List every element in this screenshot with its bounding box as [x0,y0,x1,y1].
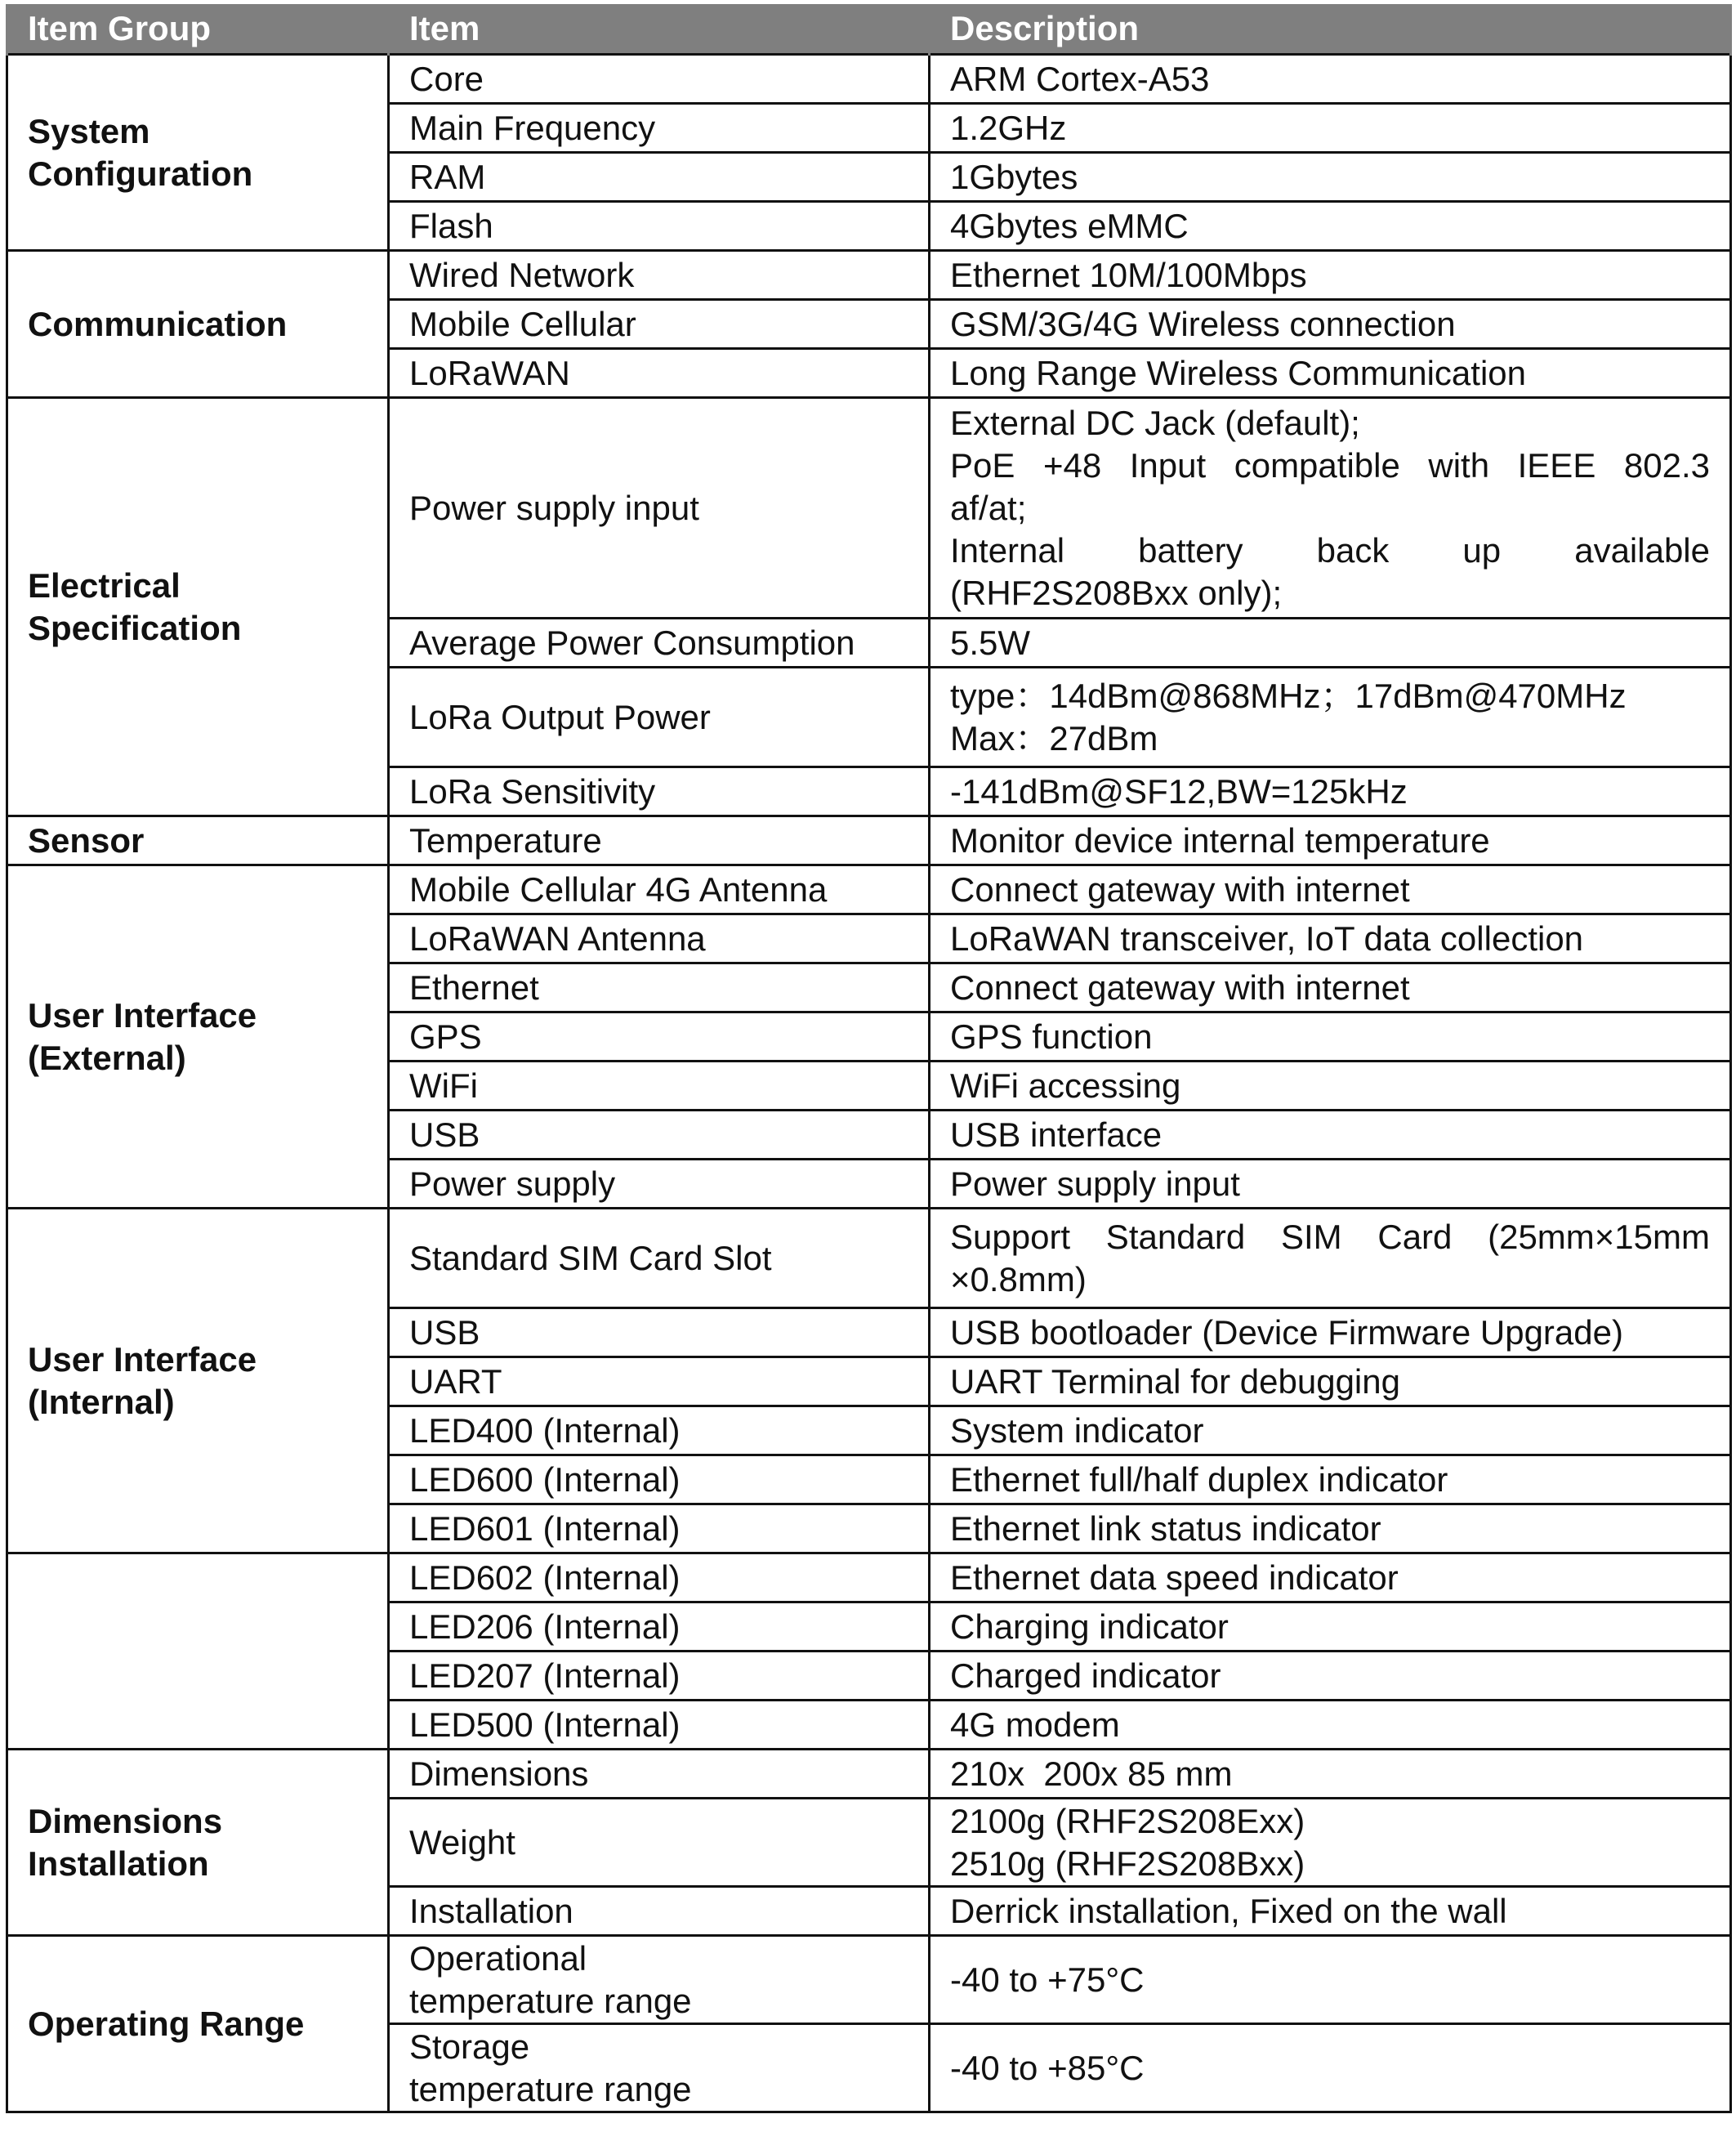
desc-cell: ARM Cortex-A53 [930,55,1731,104]
desc-cell: 4G modem [930,1701,1731,1750]
item-cell: LoRaWAN [389,349,930,398]
desc-cell: Power supply input [930,1160,1731,1209]
desc-cell: -40 to +85°C [930,2024,1731,2112]
desc-line: External DC Jack (default); [950,403,1360,442]
desc-cell: USB interface [930,1111,1731,1160]
desc-cell: 5.5W [930,619,1731,668]
table-row [7,398,1731,619]
item-cell: USB [389,1308,930,1357]
item-cell: UART [389,1357,930,1406]
item-cell: RAM [389,153,930,202]
item-cell [389,2024,930,2112]
desc-cell: Derrick installation, Fixed on the wall [930,1887,1731,1936]
table-row [7,251,1731,300]
desc-cell: 4Gbytes eMMC [930,202,1731,251]
item-line: temperature range [409,2069,692,2108]
desc-cell: 210x 200x 85 mm [930,1750,1731,1799]
table-row [7,1936,1731,2024]
item-line: Operational [409,1938,587,1978]
group-communication: Communication [7,251,389,398]
item-cell: LoRa Output Power [389,668,930,767]
desc-cell: Monitor device internal temperature [930,816,1731,865]
item-cell: GPS [389,1012,930,1062]
item-cell: LoRa Sensitivity [389,767,930,816]
desc-cell: -141dBm@SF12,BW=125kHz [930,767,1731,816]
item-cell: LED601 (Internal) [389,1504,930,1553]
item-cell: LED600 (Internal) [389,1455,930,1504]
desc-cell: Connect gateway with internet [930,963,1731,1012]
item-line: Storage [409,2027,530,2066]
desc-cell: Ethernet 10M/100Mbps [930,251,1731,300]
group-sensor: Sensor [7,816,389,865]
item-cell: LED400 (Internal) [389,1406,930,1455]
item-cell: Mobile Cellular [389,300,930,349]
spec-table [6,4,1732,2113]
group-operating: Operating Range [7,1936,389,2112]
desc-line: type：14dBm@868MHz；17dBm@470MHz [950,676,1627,715]
desc-cell: Long Range Wireless Communication [930,349,1731,398]
header-row [7,4,1731,55]
desc-line: Internal battery back up available [950,530,1710,570]
desc-cell: Ethernet full/half duplex indicator [930,1455,1731,1504]
item-cell: Average Power Consumption [389,619,930,668]
desc-cell [930,668,1731,767]
item-cell: Flash [389,202,930,251]
desc-cell: GPS function [930,1012,1731,1062]
item-cell: Installation [389,1887,930,1936]
item-cell [389,1936,930,2024]
item-cell: USB [389,1111,930,1160]
table-row [7,1553,1731,1602]
desc-cell: Charging indicator [930,1602,1731,1652]
item-cell: Weight [389,1799,930,1887]
item-cell: LED206 (Internal) [389,1602,930,1652]
item-cell: Ethernet [389,963,930,1012]
item-cell: Standard SIM Card Slot [389,1209,930,1308]
desc-cell: GSM/3G/4G Wireless connection [930,300,1731,349]
table-row [7,816,1731,865]
item-cell: Dimensions [389,1750,930,1799]
desc-line: Support Standard SIM Card (25mm×15mm [950,1217,1710,1256]
desc-cell: Connect gateway with internet [930,865,1731,914]
table-row [7,865,1731,914]
item-cell: LED500 (Internal) [389,1701,930,1750]
desc-cell: 1.2GHz [930,104,1731,153]
group-ui-external: User Interface (External) [7,865,389,1209]
table-row [7,1750,1731,1799]
desc-line: 2510g (RHF2S208Bxx) [950,1844,1305,1883]
desc-cell: Ethernet data speed indicator [930,1553,1731,1602]
desc-line: PoE +48 Input compatible with IEEE 802.3 [950,445,1710,485]
table-row [7,55,1731,104]
desc-cell: LoRaWAN transceiver, IoT data collection [930,914,1731,963]
desc-cell: 1Gbytes [930,153,1731,202]
item-cell: LED602 (Internal) [389,1553,930,1602]
desc-cell: System indicator [930,1406,1731,1455]
desc-cell [930,398,1731,619]
item-cell: LoRaWAN Antenna [389,914,930,963]
item-cell: Power supply input [389,398,930,619]
desc-line: af/at; [950,488,1027,527]
desc-cell: USB bootloader (Device Firmware Upgrade) [930,1308,1731,1357]
desc-cell: Ethernet link status indicator [930,1504,1731,1553]
desc-line: (RHF2S208Bxx only); [950,573,1283,612]
desc-cell [930,1799,1731,1887]
group-ui-internal-continued [7,1553,389,1750]
header-item: Item [389,4,930,55]
desc-cell: UART Terminal for debugging [930,1357,1731,1406]
desc-line: 2100g (RHF2S208Exx) [950,1801,1305,1840]
item-cell: Wired Network [389,251,930,300]
item-cell: Core [389,55,930,104]
desc-cell: WiFi accessing [930,1062,1731,1111]
item-cell: Temperature [389,816,930,865]
group-ui-internal: User Interface (Internal) [7,1209,389,1553]
desc-cell: Charged indicator [930,1652,1731,1701]
item-cell: LED207 (Internal) [389,1652,930,1701]
header-item-group: Item Group [7,4,389,55]
group-system: System Configuration [7,55,389,251]
group-electrical: Electrical Specification [7,398,389,816]
item-cell: WiFi [389,1062,930,1111]
desc-cell [930,1209,1731,1308]
header-description: Description [930,4,1731,55]
item-line: temperature range [409,1981,692,2020]
desc-cell: -40 to +75°C [930,1936,1731,2024]
group-dimensions: Dimensions Installation [7,1750,389,1936]
item-cell: Main Frequency [389,104,930,153]
table-row [7,1209,1731,1308]
item-cell: Power supply [389,1160,930,1209]
desc-line: ×0.8mm) [950,1259,1087,1298]
desc-line: Max：27dBm [950,718,1158,758]
item-cell: Mobile Cellular 4G Antenna [389,865,930,914]
